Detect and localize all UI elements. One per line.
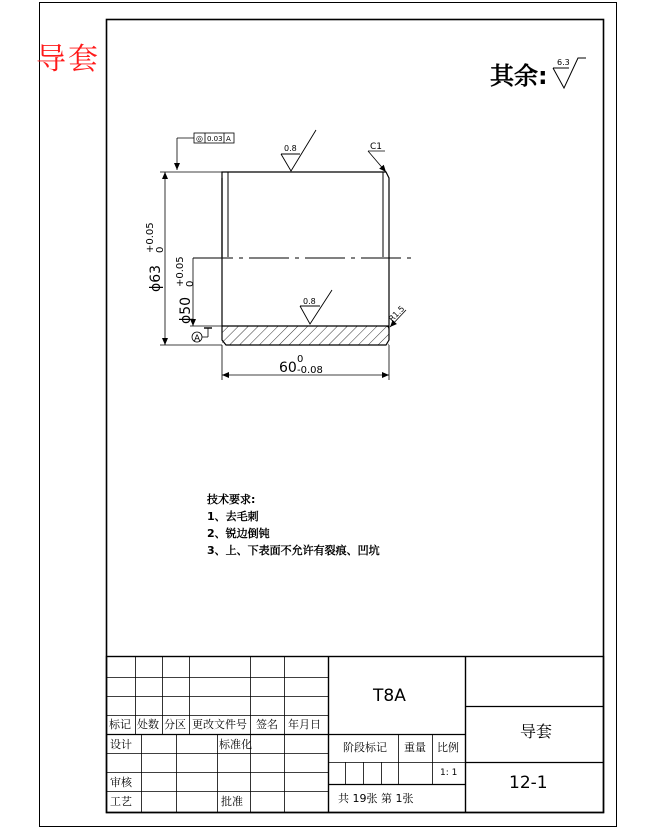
outer-diameter-upper-tol: +0.05 [145, 222, 156, 253]
inner-diameter-label: ϕ50 [178, 296, 194, 324]
tb-header-date: 年月日 [288, 718, 321, 731]
tb-drawing-number: 12-1 [509, 773, 548, 793]
tb-header-signature: 签名 [256, 718, 278, 731]
tech-note-item: 2、锐边倒钝 [207, 527, 270, 540]
tb-header-change-doc: 更改文件号 [192, 718, 247, 731]
tolerance-datum: A [226, 135, 231, 143]
tb-header-design: 设计 [110, 738, 132, 751]
length-upper-tol: 0 [297, 354, 304, 365]
tb-header-ratio: 比例 [437, 741, 459, 754]
rest-roughness-label: 其余: [490, 62, 548, 90]
tb-material: T8A [373, 686, 406, 706]
tb-part-name: 导套 [520, 722, 553, 741]
roughness-top-value: 0.8 [284, 144, 297, 153]
tolerance-symbol: ◎ [196, 134, 203, 143]
outer-diameter-lower-tol: 0 [155, 246, 166, 253]
tech-notes-heading: 技术要求: [207, 493, 256, 506]
tb-header-weight: 重量 [404, 741, 426, 754]
chamfer-label: C1 [370, 142, 383, 152]
tb-header-process: 工艺 [110, 795, 132, 808]
inner-diameter-lower-tol: 0 [185, 280, 196, 287]
fillet-label: R1.5 [387, 304, 407, 324]
roughness-inner-symbol [300, 290, 332, 324]
length-lower-tol: -0.08 [297, 365, 323, 376]
rest-roughness-value: 6.3 [557, 58, 570, 67]
inner-diameter-dimension [190, 258, 222, 326]
outer-diameter-label: ϕ63 [148, 264, 164, 292]
chamfer-leader [368, 151, 386, 172]
tech-note-item: 1、去毛刺 [207, 510, 259, 523]
tb-header-zone: 分区 [164, 718, 186, 731]
tb-header-approve: 批准 [221, 795, 243, 808]
part-view [193, 172, 414, 345]
length-nominal: 60 [279, 360, 297, 376]
inner-frame [107, 20, 604, 813]
tb-header-review: 审核 [110, 776, 132, 789]
tb-sheets: 共 19张 第 1张 [338, 792, 414, 805]
tb-header-mark: 标记 [109, 718, 131, 731]
tolerance-value: 0.03 [207, 135, 223, 143]
datum-a-label: A [194, 334, 201, 344]
roughness-inner-value: 0.8 [303, 297, 316, 306]
technical-requirements [207, 491, 380, 559]
tb-header-count: 处数 [137, 718, 159, 731]
tb-header-standardize: 标准化 [219, 738, 252, 751]
section-hatch [222, 326, 389, 345]
part-title-red: 导套 [36, 42, 100, 77]
tb-header-stage-mark: 阶段标记 [343, 741, 387, 754]
tb-scale: 1: 1 [440, 768, 458, 778]
inner-diameter-upper-tol: +0.05 [175, 256, 186, 287]
tech-note-item: 3、上、下表面不允许有裂痕、凹坑 [207, 544, 380, 557]
